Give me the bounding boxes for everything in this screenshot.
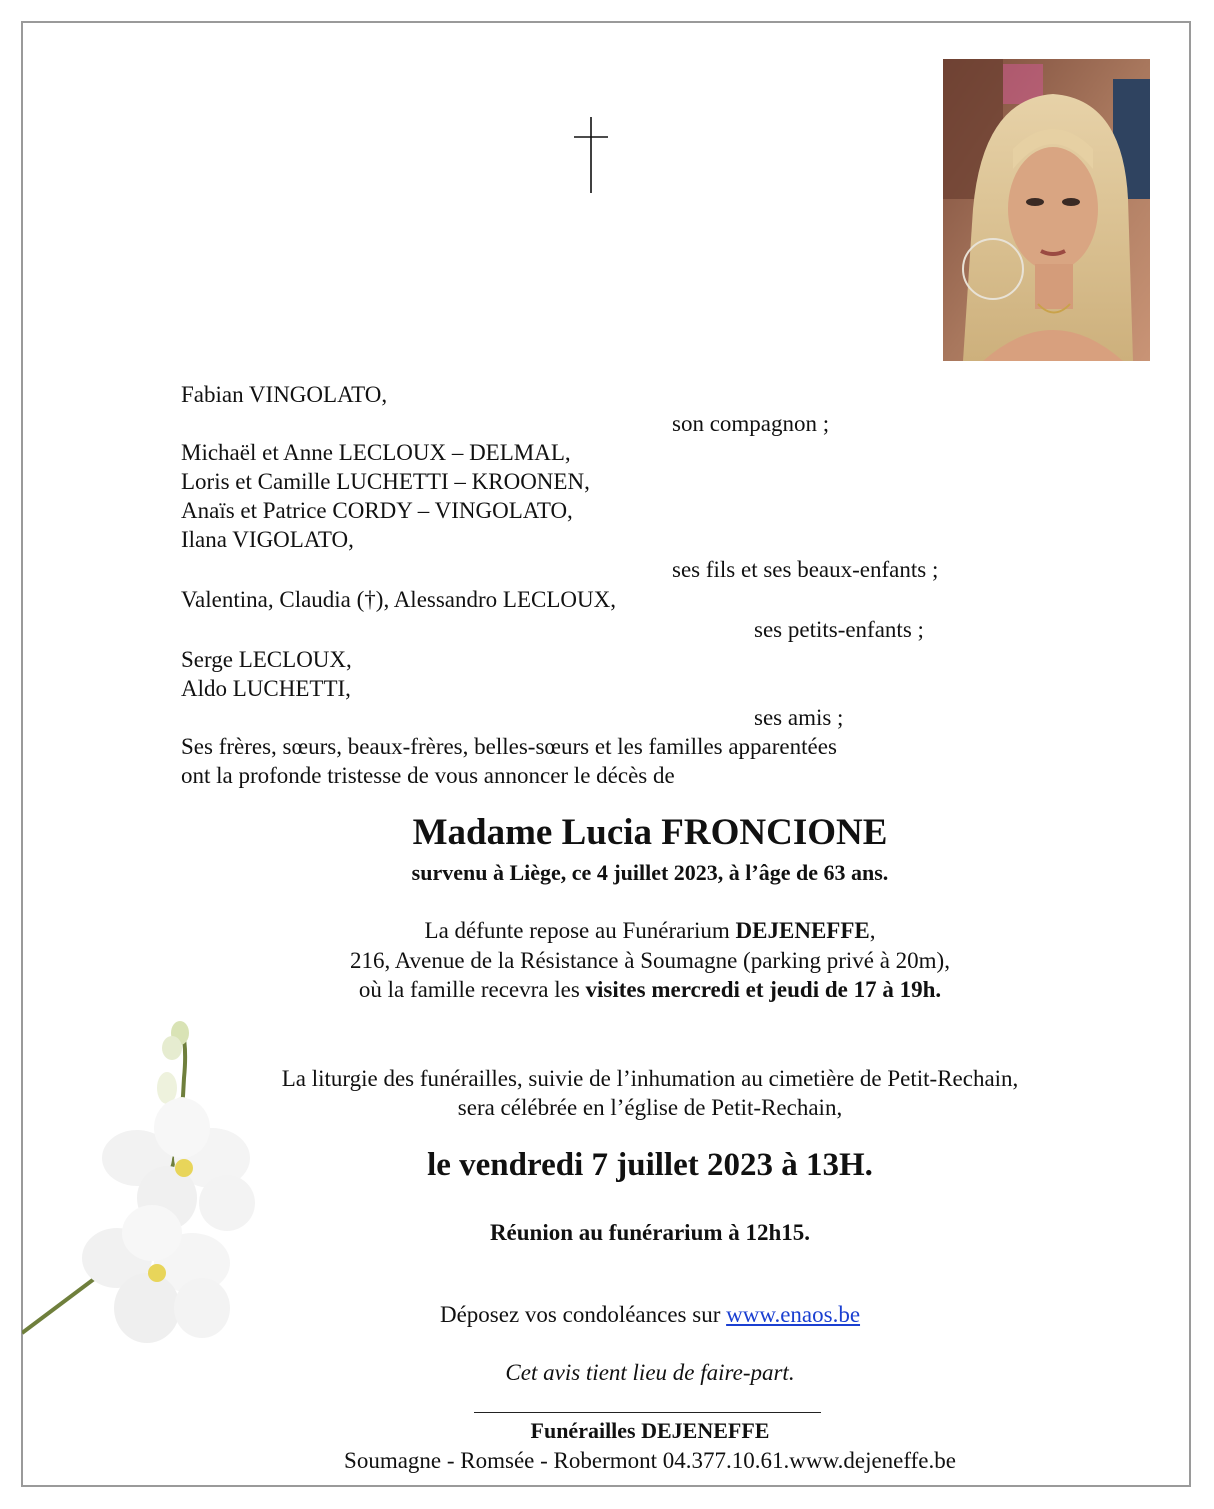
family-line: Anaïs et Patrice CORDY – VINGOLATO, xyxy=(181,498,573,523)
family-role: ses amis ; xyxy=(754,705,844,730)
footer-company: Funérailles DEJENEFFE xyxy=(530,1418,770,1443)
ceremony-liturgy: La liturgie des funérailles, suivie de l’inhumation au cimetière de Petit-Rechain, xyxy=(281,1066,1019,1091)
family-role: son compagnon ; xyxy=(672,411,830,436)
family-role: ses petits-enfants ; xyxy=(754,617,924,642)
ceremony-church: sera célébrée en l’église de Petit-Rechain, xyxy=(457,1095,843,1120)
ceremony-meeting: Réunion au funérarium à 12h15. xyxy=(489,1220,811,1245)
viewing-visits: où la famille recevra les visites mercredi et jeudi de 17 à 19h. xyxy=(358,977,942,1002)
family-line: Valentina, Claudia (†), Alessandro LECLOUX, xyxy=(181,587,616,612)
condolences-link[interactable]: www.enaos.be xyxy=(726,1302,861,1327)
viewing-line: La défunte repose au Funérarium DEJENEFFE, xyxy=(424,918,876,943)
footer-rule xyxy=(474,1412,821,1413)
condolences-note: Cet avis tient lieu de faire-part. xyxy=(505,1360,795,1385)
deceased-name: Madame Lucia FRONCIONE xyxy=(412,812,888,853)
family-line: Loris et Camille LUCHETTI – KROONEN, xyxy=(181,469,590,494)
family-line: Ilana VIGOLATO, xyxy=(181,527,354,552)
family-line: Fabian VINGOLATO, xyxy=(181,382,388,407)
latin-cross-icon xyxy=(573,117,609,193)
deceased-details: survenu à Liège, ce 4 juillet 2023, à l’âge de 63 ans. xyxy=(411,860,889,885)
condolences-line: Déposez vos condoléances sur www.enaos.be xyxy=(439,1302,861,1327)
ceremony-date: le vendredi 7 juillet 2023 à 13H. xyxy=(427,1147,873,1183)
family-closing: ont la profonde tristesse de vous annoncer le décès de xyxy=(181,763,675,788)
footer-contact: Soumagne - Romsée - Robermont 04.377.10.61.www.dejeneffe.be xyxy=(344,1448,956,1473)
viewing-address: 216, Avenue de la Résistance à Soumagne (parking privé à 20m), xyxy=(350,948,950,973)
family-line: Serge LECLOUX, xyxy=(181,647,352,672)
family-role: ses fils et ses beaux-enfants ; xyxy=(672,557,939,582)
family-line: Michaël et Anne LECLOUX – DELMAL, xyxy=(181,440,571,465)
family-line: Aldo LUCHETTI, xyxy=(181,676,351,701)
portrait-photo xyxy=(943,59,1150,361)
family-closing: Ses frères, sœurs, beaux-frères, belles-sœurs et les familles apparentées xyxy=(181,734,837,759)
